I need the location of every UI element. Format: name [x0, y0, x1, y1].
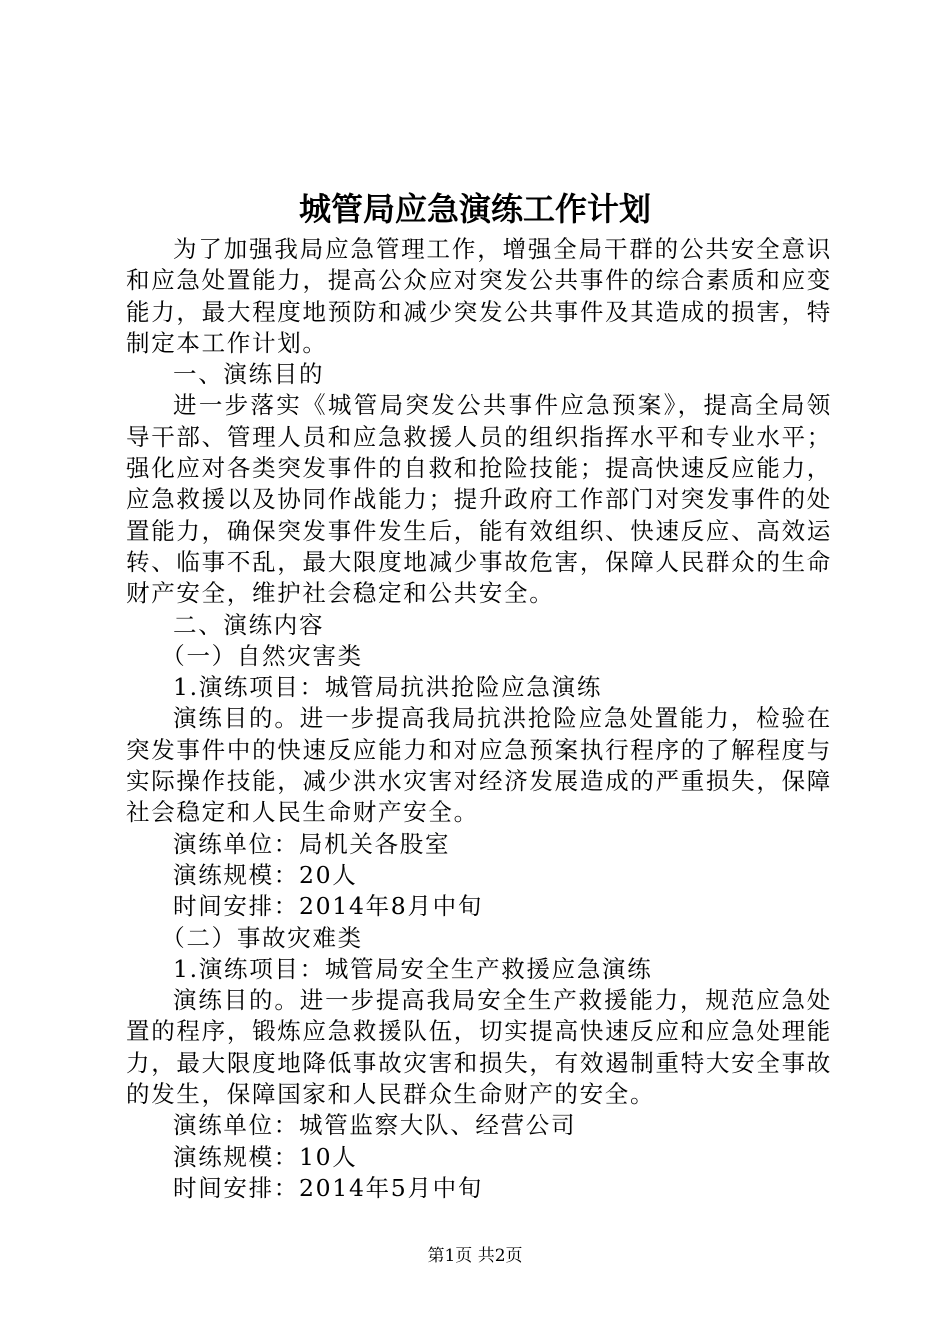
drill-unit-flood: 演练单位：局机关各股室 — [173, 829, 451, 858]
purpose-paragraph: 进一步落实《城管局突发公共事件应急预案》，提高全局领导干部、管理人员和应急救援人员的组织指挥水平和专业水平；强化应对各类突发事件的自救和抢险技能；提高快速反应能力，应急救援以及协同作战能力；提升政府工作部门对突发事件的处置能力，确保突发事件发生后，能有效组织、快速反应、高效运转、临事不乱，最大限度地减少事故危害，保障人民群众的生命财产安全，维护社会稳定和公共安全。 — [126, 391, 832, 608]
document-title: 城管局应急演练工作计划 — [298, 190, 651, 228]
drill-item-safety: 1.演练项目：城管局安全生产救援应急演练 — [173, 954, 653, 983]
page-footer: 第1页 共2页 — [427, 1246, 523, 1266]
subsection-heading-accident: （二）事故灾难类 — [161, 923, 363, 952]
section-heading-purpose: 一、演练目的 — [173, 360, 325, 389]
intro-paragraph: 为了加强我局应急管理工作，增强全局干群的公共安全意识和应急处置能力，提高公众应对突发公共事件的综合素质和应变能力，最大程度地预防和减少突发公共事件及其造成的损害，特制定本工作计划。 — [126, 235, 832, 357]
drill-unit-safety: 演练单位：城管监察大队、经营公司 — [173, 1111, 577, 1140]
drill-schedule-safety: 时间安排：2014年5月中旬 — [173, 1173, 484, 1202]
drill-scale-flood: 演练规模：20人 — [173, 860, 358, 889]
drill-purpose-safety: 演练目的。进一步提高我局安全生产救援能力，规范应急处置的程序，锻炼应急救援队伍，切实提高快速反应和应急处理能力，最大限度地降低事故灾害和损失，有效遏制重特大安全事故的发生，保障国家和人民群众生命财产的安全。 — [126, 986, 832, 1109]
drill-purpose-flood: 演练目的。进一步提高我局抗洪抢险应急处置能力，检验在突发事件中的快速反应能力和对应急预案执行程序的了解程度与实际操作技能，减少洪水灾害对经济发展造成的严重损失，保障社会稳定和人民生命财产安全。 — [126, 704, 832, 827]
drill-scale-safety: 演练规模：10人 — [173, 1142, 358, 1171]
drill-schedule-flood: 时间安排：2014年8月中旬 — [173, 892, 484, 921]
document-body — [126, 234, 832, 1204]
section-heading-content: 二、演练内容 — [173, 610, 325, 639]
subsection-heading-natural-disaster: （一）自然灾害类 — [161, 641, 363, 670]
drill-item-flood: 1.演练项目：城管局抗洪抢险应急演练 — [173, 673, 603, 702]
